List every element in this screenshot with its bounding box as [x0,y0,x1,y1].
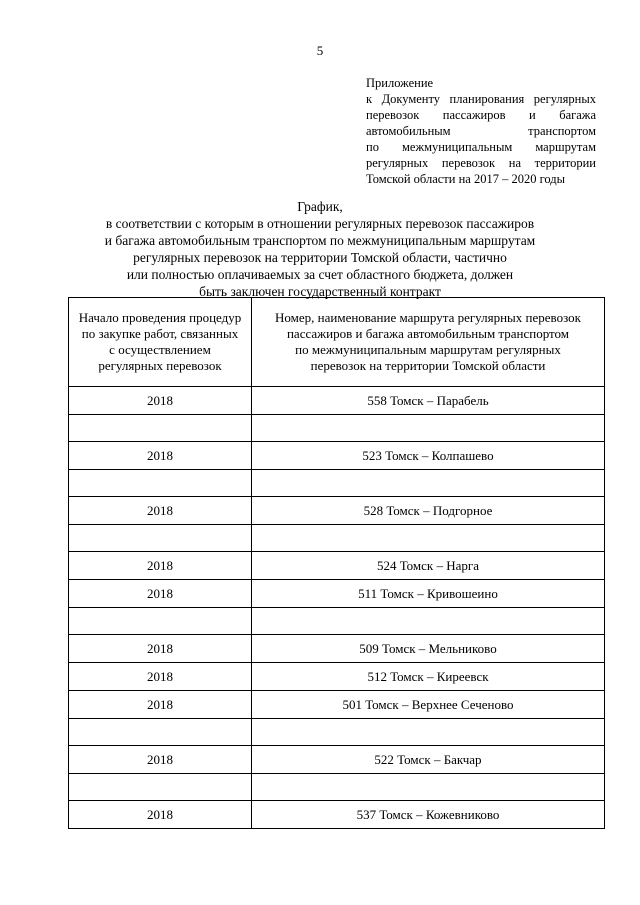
header-line: по межмуниципальным маршрутам регулярных [295,342,561,357]
appendix-line: перевозок пассажиров и багажа [366,108,596,122]
appendix-line: Томской области на 2017 – 2020 годы [366,172,566,186]
cell-year: 2018 [69,691,252,719]
cell-route: 528 Томск – Подгорное [252,497,605,525]
table-row [69,525,605,552]
table-row [69,608,605,635]
appendix-note [366,75,596,187]
header-line: перевозок на территории Томской области [310,358,546,373]
cell-route [252,774,605,801]
cell-route [252,525,605,552]
table-row [69,719,605,746]
cell-route: 512 Томск – Киреевск [252,663,605,691]
header-line: Номер, наименование маршрута регулярных перевозок [275,310,581,325]
cell-year: 2018 [69,663,252,691]
cell-route: 501 Томск – Верхнее Сеченово [252,691,605,719]
cell-route [252,470,605,497]
cell-year [69,525,252,552]
cell-year [69,774,252,801]
header-line: по закупке работ, связанных [81,326,239,341]
header-route [252,298,605,387]
cell-year: 2018 [69,442,252,470]
header-procurement-start [69,298,252,387]
cell-route: 511 Томск – Кривошеино [252,580,605,608]
table-row [69,387,605,415]
cell-year: 2018 [69,580,252,608]
cell-route: 537 Томск – Кожевниково [252,801,605,829]
title-line: График, [297,199,343,214]
cell-year: 2018 [69,801,252,829]
header-line: Начало проведения процедур [78,310,242,325]
appendix-line: по межмуниципальным маршрутам [366,140,596,154]
title-line: и багажа автомобильным транспортом по межмуниципальным маршрутам [104,233,536,248]
cell-route: 509 Томск – Мельниково [252,635,605,663]
appendix-line: Приложение [366,76,434,90]
cell-route: 522 Томск – Бакчар [252,746,605,774]
title-line: в соответствии с которым в отношении регулярных перевозок пассажиров [105,216,535,231]
table-row [69,746,605,774]
appendix-line: регулярных перевозок на территории [366,156,596,170]
table-body [69,387,605,829]
cell-year [69,470,252,497]
cell-year: 2018 [69,497,252,525]
cell-route [252,719,605,746]
cell-year: 2018 [69,552,252,580]
title-line: быть заключен государственный контракт [199,284,441,299]
cell-year [69,719,252,746]
header-line: регулярных перевозок [98,358,222,373]
schedule-table [68,297,605,829]
cell-year: 2018 [69,635,252,663]
header-line: с осуществлением [109,342,211,357]
table-header-row [69,298,605,387]
header-line: пассажиров и багажа автомобильным транспортом [286,326,570,341]
table-row [69,497,605,525]
table-row [69,635,605,663]
document-title [90,198,550,300]
cell-route: 523 Томск – Колпашево [252,442,605,470]
table-row [69,580,605,608]
title-line: регулярных перевозок на территории Томской области, частично [133,250,507,265]
cell-year: 2018 [69,746,252,774]
cell-year [69,415,252,442]
table-row [69,442,605,470]
page-number: 5 [316,43,324,58]
title-line: или полностью оплачиваемых за счет областного бюджета, должен [126,267,514,282]
table-row [69,801,605,829]
table-row [69,663,605,691]
table-row [69,415,605,442]
cell-year: 2018 [69,387,252,415]
cell-route: 558 Томск – Парабель [252,387,605,415]
cell-route [252,608,605,635]
table-row [69,470,605,497]
cell-route [252,415,605,442]
appendix-line: к Документу планирования регулярных [366,92,596,106]
table-row [69,691,605,719]
cell-route: 524 Томск – Нарга [252,552,605,580]
table-row [69,552,605,580]
table-row [69,774,605,801]
appendix-line: автомобильным транспортом [366,124,596,138]
cell-year [69,608,252,635]
